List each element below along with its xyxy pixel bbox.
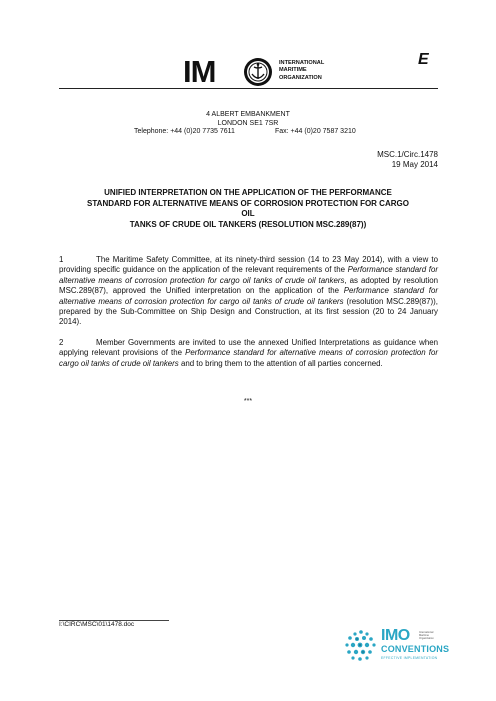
conventions-org: International Maritime Organization bbox=[419, 631, 434, 641]
logo-letters: IM bbox=[183, 54, 216, 89]
imo-logo bbox=[183, 56, 355, 88]
conventions-word: CONVENTIONS bbox=[381, 644, 450, 654]
language-code: E bbox=[418, 51, 429, 68]
file-reference: I:\CIRC\MSC\01\1478.doc bbox=[59, 621, 135, 628]
conventions-tagline: EFFECTIVE IMPLEMENTATION bbox=[381, 656, 438, 660]
circular-date: 19 May 2014 bbox=[391, 160, 438, 169]
address-line-2: LONDON SE1 7SR bbox=[217, 120, 279, 127]
paragraph-number: 1 bbox=[59, 255, 64, 264]
header-divider bbox=[59, 88, 438, 89]
document-title: UNIFIED INTERPRETATION ON THE APPLICATION OF THE PERFORMANCE STANDARD FOR ALTERNATIVE MEANS OF CORROSION PROTECTION FOR CARGO OIL TANKS OF CRUDE OIL TANKERS (RESOLUTION MSC.289(87)) bbox=[87, 188, 409, 229]
conventions-imo: IMO bbox=[381, 627, 410, 644]
separator: *** bbox=[243, 398, 253, 405]
organization-name: INTERNATIONAL MARITIME ORGANIZATION bbox=[279, 60, 325, 81]
globe-icon bbox=[343, 628, 379, 664]
address-line-1: 4 ALBERT EMBANKMENT bbox=[206, 111, 290, 118]
paragraph-1: 1 The Maritime Safety Committee, at its ninety-third session (14 to 23 May 2014), with a view to providing specific guidance on the application of the relevant requirements of the Performance standard for alternative means of corrosion protection for cargo oil tanks of crude oil tankers, as adopted by resolution MSC.289(87), approved the Unified interpretation on the application of the Performance standard for alternative means of corrosion protection for cargo oil tanks of crude oil tankers (resolution MSC.289(87)), prepared by the Sub-Committee on Ship Design and Construction, at its first session (20 to 24 January 2014). bbox=[59, 255, 438, 327]
telephone: Telephone: +44 (0)20 7735 7611 bbox=[134, 128, 235, 135]
imo-conventions-logo bbox=[343, 627, 450, 668]
fax: Fax: +44 (0)20 7587 3210 bbox=[275, 128, 356, 135]
paragraph-2: 2 Member Governments are invited to use the annexed Unified Interpretations as guidance when applying relevant provisions of the Performance standard for alternative means of corrosion protection for cargo oil tanks of crude oil tankers and to bring them to the attention of all parties concerned. bbox=[59, 338, 439, 368]
circular-code: MSC.1/Circ.1478 bbox=[377, 150, 438, 159]
paragraph-number: 2 bbox=[59, 338, 64, 347]
imo-emblem-icon bbox=[243, 57, 273, 87]
